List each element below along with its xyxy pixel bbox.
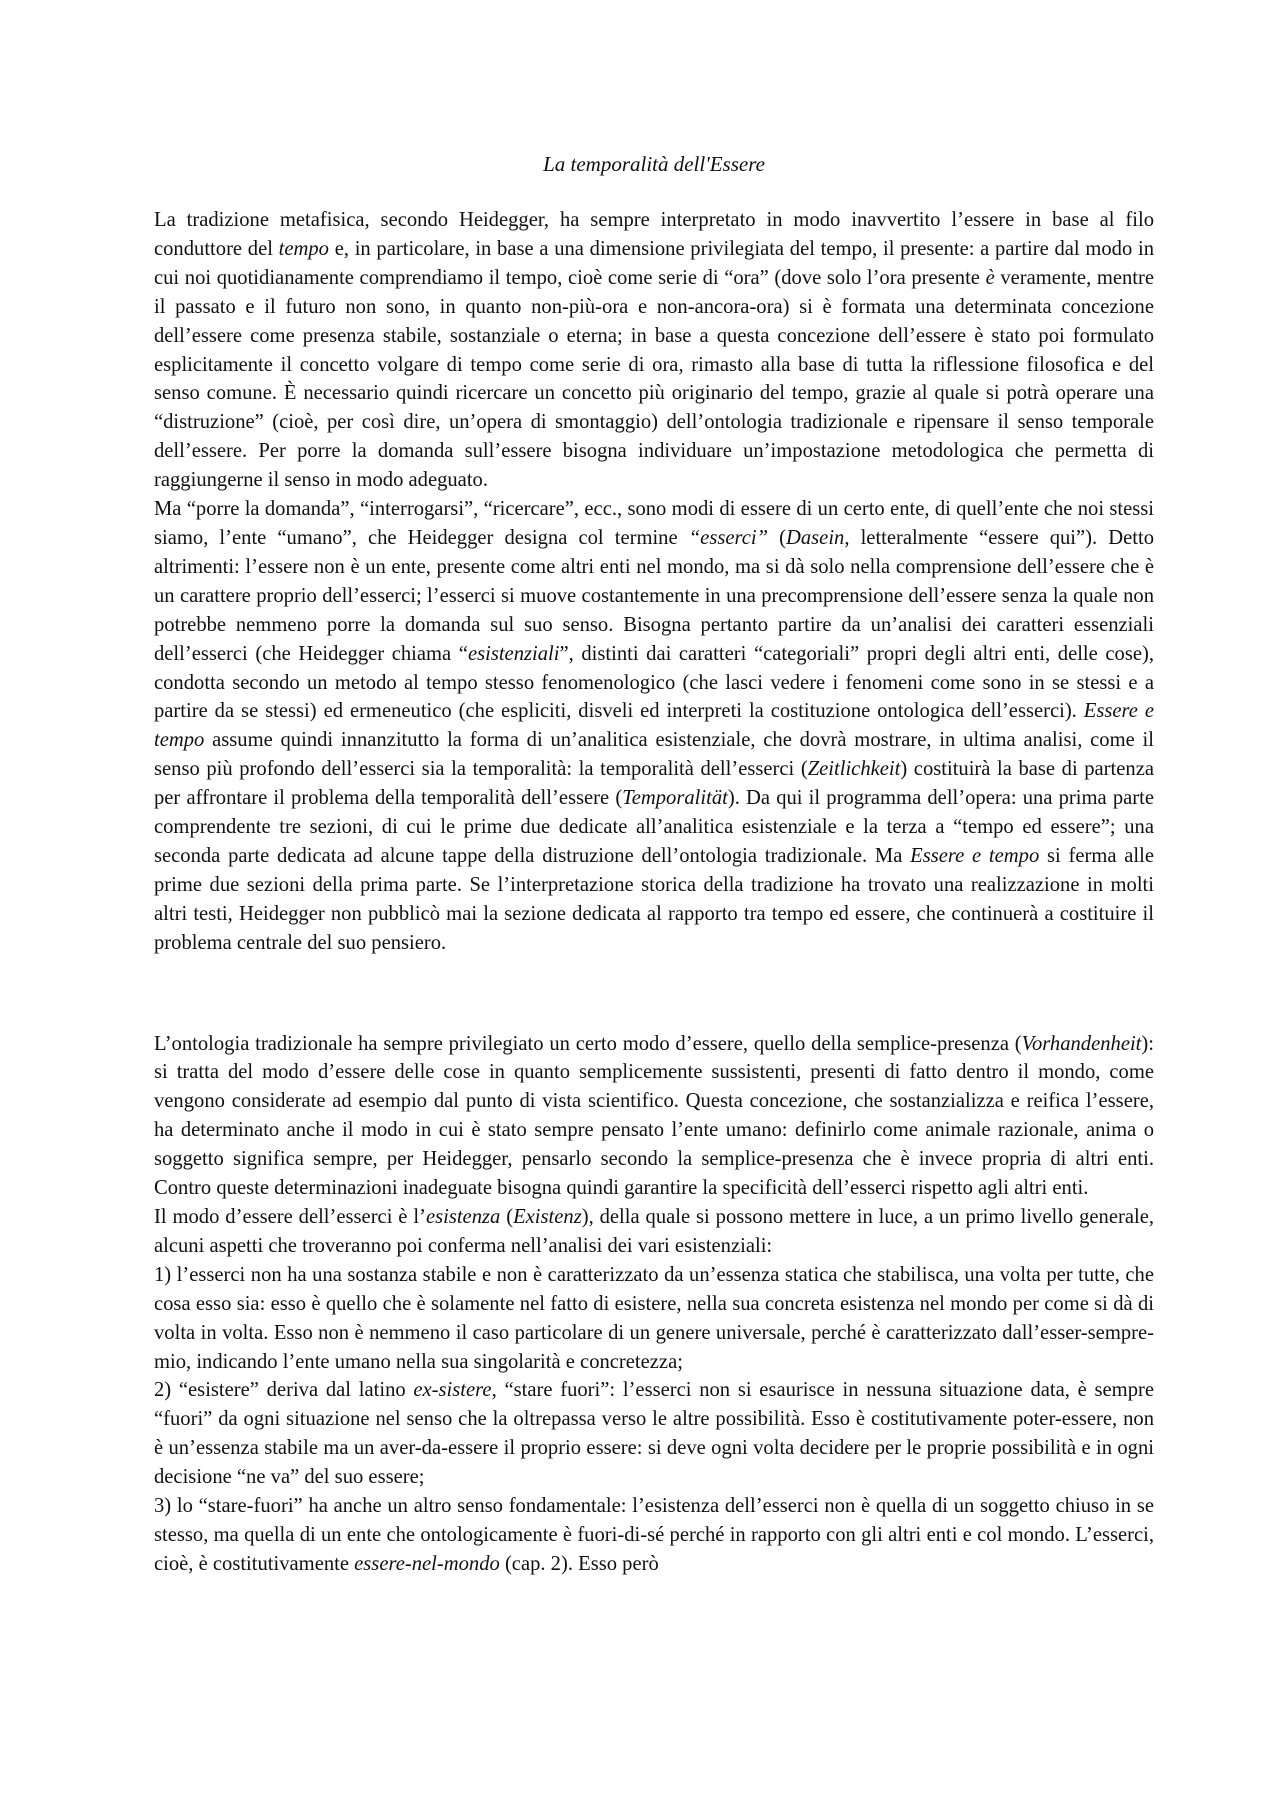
italic-term: Vorhandenheit	[1021, 1032, 1142, 1055]
list-item	[154, 1376, 1154, 1492]
italic-term: Dasein	[786, 526, 845, 549]
text-run: assume quindi innanzitutto la forma di un’analitica esistenziale, che dovrà mostrare, in ultima analisi, come il senso più profondo dell’esserci sia la temporalità: la temporalità dell’esserci (	[154, 729, 1154, 781]
text-run: L’ontologia tradizionale ha sempre privilegiato un certo modo d’essere, quello della semplice-presenza (	[154, 1032, 1022, 1055]
italic-term: esistenziali	[467, 642, 560, 665]
text-run: (cap. 2). Esso però	[499, 1552, 659, 1575]
italic-term: è	[985, 266, 995, 289]
italic-term: ex-sistere	[413, 1379, 492, 1402]
text-run: , letteralmente “essere qui”). Detto altrimenti: l’essere non è un ente, presente come altri enti nel mondo, ma si dà solo nella comprensione dell’essere che è un carattere proprio dell’esserci; l’esserci si muove costantemente in una precomprensione dell’essere senza la quale non potrebbe nemmeno porre la domanda sul suo senso. Bisogna pertanto partire da un’analisi dei caratteri essenziali dell’esserci (che Heidegger chiama “	[154, 526, 1154, 665]
text-run: , “stare fuori”: l’esserci non si esaurisce in nessuna situazione data, è sempre “fuori” da ogni situazione nel senso che la oltrepassa verso le altre possibilità. Esso è costitutivamente poter-essere, non è un’essenza stabile ma un aver-da-essere il proprio essere: si deve ogni volta decidere per le proprie possibilità e in ogni decisione “ne va” del suo essere;	[154, 1379, 1154, 1489]
italic-term: Essere e tempo	[154, 700, 1154, 752]
document-page	[154, 150, 1154, 1579]
text-run: La tradizione metafisica, secondo Heidegger, ha sempre interpretato in modo inavvertito l’essere in base al filo conduttore del	[154, 209, 1154, 260]
italic-term: essere-nel-mondo	[354, 1552, 500, 1575]
text-run: ) costituirà la base di partenza per affrontare il problema della temporalità dell’essere (	[154, 758, 1154, 810]
list-item	[154, 1492, 1154, 1579]
text-run: ”, distinti dai caratteri “categoriali” propri degli altri enti, delle cose), condotta secondo un metodo al tempo stesso fenomenologico (che lasci vedere i fenomeni come sono in se stessi e a partire da se stessi) ed ermeneutico (che espliciti, disveli ed interpreti la costituzione ontologica dell’esserci).	[154, 642, 1154, 723]
text-run: 2) “esistere” deriva dal latino	[154, 1379, 414, 1402]
paragraph	[154, 1203, 1154, 1261]
text-run: 3) lo “stare-fuori” ha anche un altro senso fondamentale: l’esistenza dell’esserci non è quella di un soggetto chiuso in se stesso, ma quella di un ente che ontologicamente è fuori-di-sé perché in rapporto con gli altri enti e col mondo. L’esserci, cioè, è costitutivamente	[154, 1495, 1154, 1575]
text-run: 1) l’esserci non ha una sostanza stabile e non è caratterizzato da un’essenza statica che stabilisca, una volta per tutte, che cosa esso sia: esso è quello che è solamente nel fatto di esistere, nella sua concreta esistenza nel mondo per come si dà di volta in volta. Esso non è nemmeno il caso particolare di un genere universale, perché è caratterizzato dall’esser-sempre-mio, indicando l’ente umano nella sua singolarità e concretezza;	[154, 1263, 1154, 1373]
italic-term: Existenz	[513, 1206, 582, 1228]
text-run: veramente, mentre il passato e il futuro non sono, in quanto non-più-ora e non-ancora-ora) si è formata una determinata concezione dell’essere come presenza stabile, sostanziale o eterna; in base a questa concezione dell’essere è stato poi formulato esplicitamente il concetto volgare di tempo come serie di ora, rimasto alla base di tutta la riflessione filosofica e del senso comune. È necessario quindi ricercare un concetto più originario del tempo, grazie al quale si potrà operare una “distruzione” (cioè, per così dire, un’opera di smontaggio) dell’ontologia tradizionale e ripensare il senso temporale dell’essere. Per porre la domanda sull’essere bisogna individuare un’impostazione metodologica che permetta di raggiungerne il senso in modo adeguato.	[154, 266, 1155, 492]
paragraph	[154, 495, 1154, 958]
italic-term: Zeitlichkeit	[807, 758, 901, 781]
italic-term: “esserci”	[688, 526, 769, 549]
text-run: e, in particolare, in base a una dimensione privilegiata del tempo, il presente: a partire dal modo in cui noi quotidianamente comprendiamo il tempo, cioè come serie di “ora” (dove solo l’ora presente	[154, 237, 1154, 289]
italic-term: Temporalität	[622, 787, 728, 810]
text-run: (	[768, 526, 786, 549]
italic-term: tempo	[278, 237, 329, 260]
list-item	[154, 1261, 1154, 1377]
document-title: La temporalità dell'Essere	[543, 152, 765, 176]
text-run: ). Da qui il programma dell’opera: una prima parte comprendente tre sezioni, di cui le prime due dedicate all’analitica esistenziale e la terza a “tempo ed essere”; una seconda parte dedicata ad alcune tappe della distruzione dell’ontologia tradizionale. Ma	[154, 787, 1154, 867]
text-run: ), della quale si possono mettere in luce, a un primo livello generale, alcuni aspetti che troveranno poi conferma nell’analisi dei vari esistenziali:	[154, 1206, 1154, 1257]
italic-term: Essere e tempo	[910, 844, 1040, 867]
text-run: Ma “porre la domanda”, “interrogarsi”, “ricercare”, ecc., sono modi di essere di un certo ente, di quell’ente che noi stessi siamo, l’ente “umano”, che Heidegger designa col termine	[154, 498, 1154, 549]
text-run: (	[500, 1206, 514, 1228]
italic-term: esistenza	[425, 1206, 501, 1228]
text-run: ): si tratta del modo d’essere delle cose in quanto semplicemente sussistenti, presenti di fatto dentro il mondo, come vengono considerate ad esempio dal punto di vista scientifico. Questa concezione, che sostanzializza e reifica l’essere, ha determinato anche il modo in cui è stato sempre pensato l’ente umano: definirlo come animale razionale, anima o soggetto significa sempre, per Heidegger, pensarlo secondo la semplice-presenza che è invece propria di altri enti. Contro queste determinazioni inadeguate bisogna quindi garantire la specificità dell’esserci rispetto agli altri enti.	[154, 1032, 1154, 1200]
paragraph	[154, 1030, 1154, 1203]
text-run: Il modo d’essere dell’esserci è l’	[154, 1206, 426, 1228]
text-run: si ferma alle prime due sezioni della prima parte. Se l’interpretazione storica della tradizione ha trovato una realizzazione in molti altri testi, Heidegger non pubblicò mai la sezione dedicata al rapporto tra tempo ed essere, che continuerà a costituire il problema centrale del suo pensiero.	[154, 844, 1155, 954]
section-gap	[154, 958, 1154, 1030]
paragraph	[154, 206, 1154, 495]
